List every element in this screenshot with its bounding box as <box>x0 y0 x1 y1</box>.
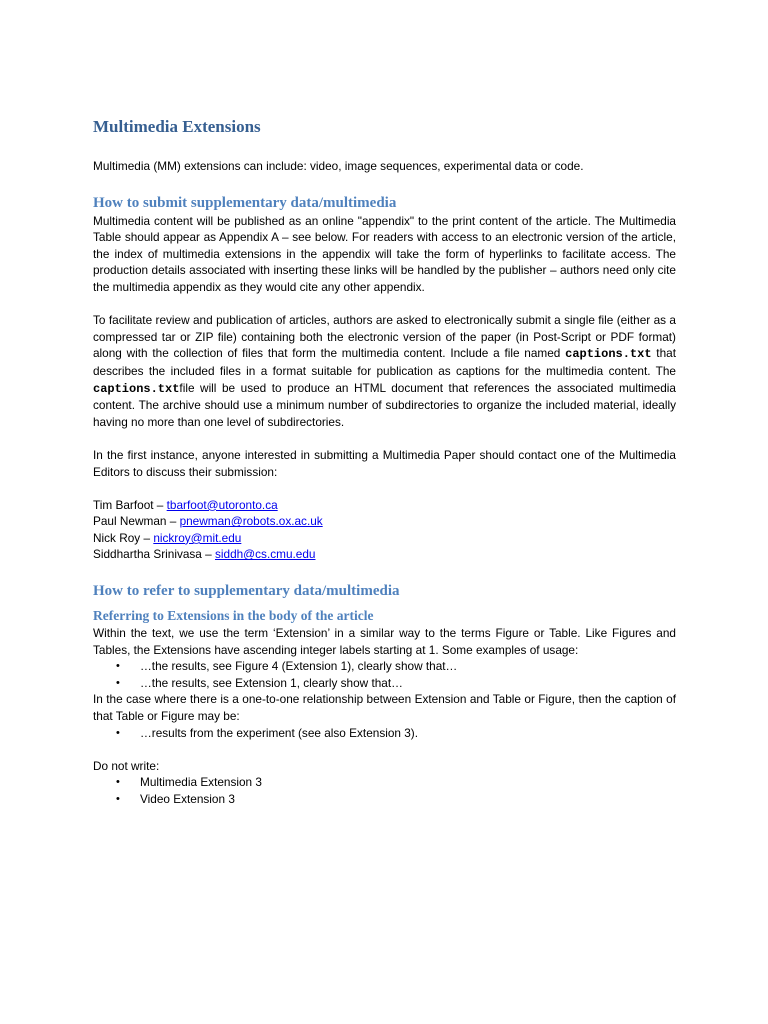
submit-paragraph-3: In the first instance, anyone interested in submitting a Multimedia Paper should contact one of the Multimedia Editors to discuss their submission: <box>93 447 676 479</box>
submit-paragraph-1: Multimedia content will be published as an online "appendix" to the print content of the article. The Multimedia Table should appear as Appendix A – see below. For readers with access to an electronic version of the article, the index of multimedia extensions in the appendix will take the form of hyperlinks to facilitate access. The production details associated with inserting these links will be handled by the publisher – authors need only cite the multimedia appendix as they would cite any other appendix. <box>93 213 676 294</box>
email-link[interactable]: tbarfoot@utoronto.ca <box>166 497 278 512</box>
intro-paragraph: Multimedia (MM) extensions can include: video, image sequences, experimental data or code. <box>93 159 584 173</box>
list-item <box>93 658 676 675</box>
refer-paragraph-2: In the case where there is a one-to-one relationship between Extension and Table or Figure, then the caption of that Table or Figure may be: <box>93 692 676 724</box>
contact-item <box>93 513 676 530</box>
email-link[interactable]: siddh@cs.cmu.edu <box>214 547 316 562</box>
contact-item <box>93 530 676 547</box>
bullet-icon: • <box>116 793 120 805</box>
subsection-heading-body: Referring to Extensions in the body of the article <box>93 608 374 624</box>
submit-paragraph-2 <box>93 312 676 430</box>
refer-paragraph-3: Do not write: <box>93 758 160 773</box>
email-link[interactable]: pnewman@robots.ox.ac.uk <box>179 514 323 529</box>
contact-name: Nick Roy – <box>93 530 154 545</box>
list-item <box>93 774 676 791</box>
caption-examples-list <box>93 725 676 742</box>
submit-paragraph-2-text-c: file will be used to produce an HTML document that references the associated multimedia content. The archive should use a minimum number of subdirectories to organize the included material, ideally having no more than one level of subdirectories. <box>93 380 676 429</box>
submit-paragraph-2-text-b: that describes the included files in a format suitable for publication as captions for the multimedia content. The <box>93 346 676 378</box>
bullet-icon: • <box>116 676 120 689</box>
refer-paragraph-1: Within the text, we use the term ‘Extension’ in a similar way to the terms Figure or Table. Like Figures and Tables, the Extensions have ascending integer labels starting at 1. Some examples of usage: <box>93 626 676 657</box>
contact-name: Tim Barfoot – <box>93 497 167 512</box>
list-item-text: Video Extension 3 <box>140 792 235 806</box>
bullet-icon: • <box>116 776 120 789</box>
list-item <box>93 675 676 692</box>
list-item-text: Multimedia Extension 3 <box>140 775 262 790</box>
list-item-text: …results from the experiment (see also Extension 3). <box>140 725 418 740</box>
contact-item <box>93 546 676 563</box>
contact-list <box>93 497 676 563</box>
bullet-icon: • <box>116 726 120 739</box>
contact-name: Siddhartha Srinivasa – <box>93 547 215 562</box>
captions-filename-2: captions.txt <box>93 381 180 396</box>
usage-examples-list <box>93 658 676 691</box>
contact-name: Paul Newman – <box>93 514 180 529</box>
section-heading-refer: How to refer to supplementary data/multimedia <box>93 583 400 600</box>
do-not-write-list <box>93 774 676 807</box>
list-item-text: …the results, see Figure 4 (Extension 1), clearly show that… <box>140 659 458 674</box>
list-item <box>93 791 676 808</box>
captions-filename: captions.txt <box>565 347 652 362</box>
email-link[interactable]: nickroy@mit.edu <box>153 530 242 545</box>
submit-paragraph-2-text-a: To facilitate review and publication of articles, authors are asked to electronically submit a single file (either as a compressed tar or ZIP file) containing both the electronic version of the paper (in Post-Script or PDF format) along with the collection of files that form the multimedia content. Include a file named <box>93 313 676 361</box>
page-title: Multimedia Extensions <box>93 117 261 136</box>
bullet-icon: • <box>116 660 120 673</box>
list-item-text: …the results, see Extension 1, clearly show that… <box>140 675 403 690</box>
list-item <box>93 725 676 742</box>
contact-item <box>93 497 676 514</box>
section-heading-submit: How to submit supplementary data/multimedia <box>93 194 397 211</box>
